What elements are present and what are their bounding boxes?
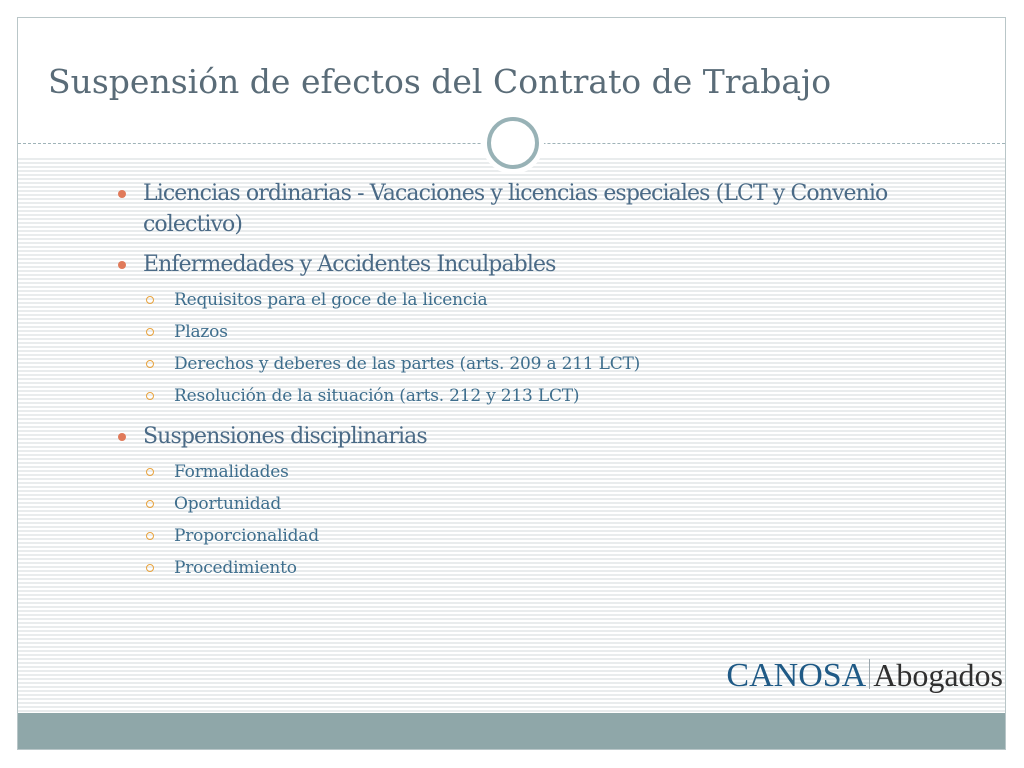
- company-logo: [726, 657, 1003, 695]
- bullet-item: [115, 178, 935, 240]
- bullet-item: [115, 249, 935, 280]
- sub-bullet-text: Plazos: [174, 322, 228, 342]
- bullet-list: [115, 178, 935, 584]
- sub-bullet-text: Oportunidad: [174, 494, 282, 514]
- ring-bullet-icon: [146, 532, 154, 540]
- sub-bullet-text: Derechos y deberes de las partes (arts. 209 a 211 LCT): [174, 354, 641, 374]
- sub-bullet-item: [115, 380, 935, 412]
- sub-bullet-item: [115, 456, 935, 488]
- sub-bullet-item: [115, 284, 935, 316]
- ring-bullet-icon: [146, 328, 154, 336]
- slide-title: Suspensión de efectos del Contrato de Trabajo: [48, 62, 832, 101]
- circle-ornament-icon: [487, 117, 539, 169]
- sub-bullet-text: Procedimiento: [174, 558, 297, 578]
- logo-subtitle: Abogados: [873, 657, 1003, 693]
- ring-bullet-icon: [146, 392, 154, 400]
- bullet-dot-icon: [118, 190, 126, 198]
- sub-bullet-item: [115, 520, 935, 552]
- bullet-text: Licencias ordinarias - Vacaciones y licencias especiales (LCT y Convenio colectivo): [143, 181, 888, 237]
- bullet-text: Enfermedades y Accidentes Inculpables: [143, 252, 556, 277]
- ring-bullet-icon: [146, 296, 154, 304]
- sub-bullet-text: Requisitos para el goce de la licencia: [174, 290, 488, 310]
- logo-separator: [869, 659, 870, 689]
- ring-bullet-icon: [146, 564, 154, 572]
- sub-bullet-text: Formalidades: [174, 462, 289, 482]
- bullet-item: [115, 421, 935, 452]
- bullet-dot-icon: [118, 433, 126, 441]
- sub-bullet-item: [115, 552, 935, 584]
- sub-bullet-item: [115, 488, 935, 520]
- ring-bullet-icon: [146, 500, 154, 508]
- ring-bullet-icon: [146, 360, 154, 368]
- bullet-text: Suspensiones disciplinarias: [143, 424, 427, 449]
- sub-bullet-text: Resolución de la situación (arts. 212 y 213 LCT): [174, 386, 580, 406]
- sub-bullet-item: [115, 316, 935, 348]
- ring-bullet-icon: [146, 468, 154, 476]
- bullet-dot-icon: [118, 261, 126, 269]
- logo-brand: CANOSA: [726, 657, 867, 694]
- sub-bullet-text: Proporcionalidad: [174, 526, 319, 546]
- sub-bullet-item: [115, 348, 935, 380]
- footer-band: [18, 713, 1005, 749]
